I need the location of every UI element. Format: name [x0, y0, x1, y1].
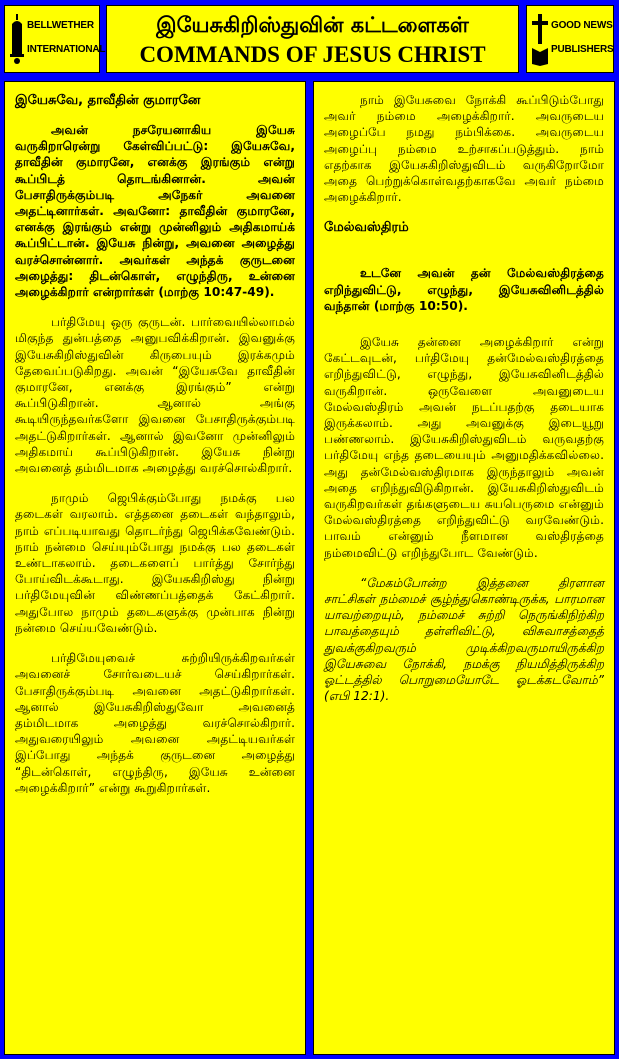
logo-left-line1: BELLWETHER [27, 20, 94, 31]
body-paragraph: பர்திமேயுவைச் சுற்றியிருக்கிறவர்கள் அவனைச் சோர்வடையச் செய்கிறார்கள். பேசாதிருக்கும்படி அவனை அதட்டுகிறார்கள். ஆனால் இயேசுகிறிஸ்துவோ அவனைத் தம்மிடமாக அழைத்து வரச்சொல்கிறார். அதுவரையிலும் அவனை அதட்டியவர்கள் இப்போது அந்தக் குருடனை அழைத்து “திடன்கொள், எழுந்திரு, இயேசு உன்னை அழைக்கிறார்” என்று கூறுகிறார்கள். [15, 651, 295, 795]
verse-paragraph: உடனே அவன் தன் மேல்வஸ்திரத்தை எறிந்துவிட்டு, எழுந்து, இயேசுவினிடத்தில் வந்தான் (மாற்கு 10:50). [324, 266, 604, 313]
body-paragraph: இயேசு தன்னை அழைக்கிறார் என்று கேட்டவுடன், பர்திமேயு தன்மேல்வஸ்திரத்தை எறிந்துவிட்டு, எழுந்து, இயேசுவினிடத்தில் வருகிறான். ஒருவேளை அவனுடைய மேல்வஸ்திரம் அவன் நடப்பதற்கு தடையாக இருக்கலாம். அது அவனுக்கு இடையூறு பண்ணலாம். இயேசுகிறிஸ்துவிடம் வருவதற்கு பர்திமேயு எந்த தடையையும் அனுமதிக்கவில்லை. அது தன்மேல்வஸ்திரமாக இருந்தாலும் அவன் அதை எறிந்துவிடுகிறான். இயேசுகிறிஸ்துவிடம் வருகிறவர்கள் தங்களுடைய சுயபெருமை என்னும் மேல்வஸ்திரத்தை எறிந்துவிட்டு வரவேண்டும். பாவம் என்னும் நீளமான வஸ்திரத்தை நம்மைவிட்டு எறிந்துபோட வேண்டும். [324, 335, 604, 560]
bell-icon [9, 14, 25, 66]
left-column [4, 81, 306, 1055]
cross-book-icon [531, 14, 549, 66]
right-column [313, 81, 615, 1055]
logo-right-line1: GOOD NEWS [551, 20, 613, 31]
verse-paragraph: அவன் நசரேயனாகிய இயேசு வருகிறாரென்று கேள்விப்பட்டு: இயேசுவே, தாவீதின் குமாரனே, எனக்கு இரங்கும் என்று கூப்பிடத் தொடங்கினான். அவன் பேசாதிருக்கும்படி அநேகர் அவனை அதட்டினார்கள். அவனோ: தாவீதின் குமாரனே, எனக்கு இரங்கும் என்று முன்னிலும் அதிகமாய்க் கூப்பிட்டான். இயேசு நின்று, அவனை அழைத்து வரச்சொன்னார். அவர்கள் அந்தக் குருடனை அழைத்து: திடன்கொள், எழுந்திரு, உன்னை அழைக்கிறார் என்றார்கள் (மாற்கு 10:47-49). [15, 123, 295, 300]
title-tamil: இயேசுகிறிஸ்துவின் கட்டளைகள் [156, 13, 469, 37]
quote-paragraph: “மேகம்போன்ற இத்தனை திரளான சாட்சிகள் நம்மைச் சூழ்ந்துகொண்டிருக்க, பாரமான யாவற்றையும், நம்மைச் சுற்றி நெருங்கிநிற்கிற பாவத்தையும் தள்ளிவிட்டு, விசுவாசத்தைத் துவக்குகிறவரும் முடிக்கிறவருமாயிருக்கிற இயேசுவை நோக்கி, நமக்கு நியமித்திருக்கிற ஓட்டத்தில் பொறுமையோடே ஓடக்கடவோம்” (எபி 12:1). [324, 575, 604, 704]
logo-right-line2: PUBLISHERS [551, 44, 614, 55]
good-news-logo [526, 5, 614, 73]
section-heading: இயேசுவே, தாவீதின் குமாரனே [15, 93, 201, 108]
page-header [106, 5, 519, 73]
body-paragraph: நாம் இயேசுவை நோக்கி கூப்பிடும்போது அவர் நம்மை அழைக்கிறார். அவருடைய அழைப்பே நமது நம்பிக்கை. அவருடைய அழைப்பு நம்மை உற்சாகப்படுத்தும். நாம் எதற்காக இயேசுகிறிஸ்துவிடம் வருகிறோமோ அதை பெற்றுக்கொள்வதற்காகவே அவர் நம்மை அழைக்கிறார். [324, 93, 604, 205]
body-paragraph: பர்திமேயு ஒரு குருடன். பார்வையில்லாமல் மிகுந்த துன்பத்தை அனுபவிக்கிறான். இவனுக்கு இயேசுகிறிஸ்துவின் கிருபையும் இரக்கமும் தேவைப்படுகிறது. அவன் “இயேசுவே தாவீதின் குமாரனே, எனக்கு இரங்கும்” என்று கூப்பிடுகிறான். ஆனால் அங்கு கூடியிருந்தவர்களோ இவனை பேசாதிருக்கும்படி அதட்டுகிறார்கள். ஆனால் இவனோ முன்னிலும் அதிகமாய் கூப்பிடுகிறான். இயேசு நின்று அவனைத் தம்மிடமாக அழைத்து வரச்சொல்கிறார். [15, 315, 295, 476]
bellwether-logo [4, 5, 106, 73]
section-heading: மேல்வஸ்திரம் [324, 220, 409, 236]
logo-left-line2: INTERNATIONAL [27, 44, 106, 55]
title-english: COMMANDS OF JESUS CHRIST [139, 42, 486, 67]
body-paragraph: நாமும் ஜெபிக்கும்போது நமக்கு பல தடைகள் வரலாம். எத்தனை தடைகள் வந்தாலும், நாம் எப்படியாவது தொடர்ந்து ஜெபிக்கவேண்டும். நாம் நன்மை செய்யும்போது நமக்கு பல தடைகள் உண்டாகலாம். தடைகளைப் பார்த்து சோர்ந்து போய்விடக்கூடாது. இயேசுகிறிஸ்து நின்று பர்திமேயுவின் விண்ணப்பத்தைக் கேட்கிறார். அதுபோல நாமும் தடைகளுக்கு முன்பாக நின்று நன்மை செய்யவேண்டும். [15, 491, 295, 635]
